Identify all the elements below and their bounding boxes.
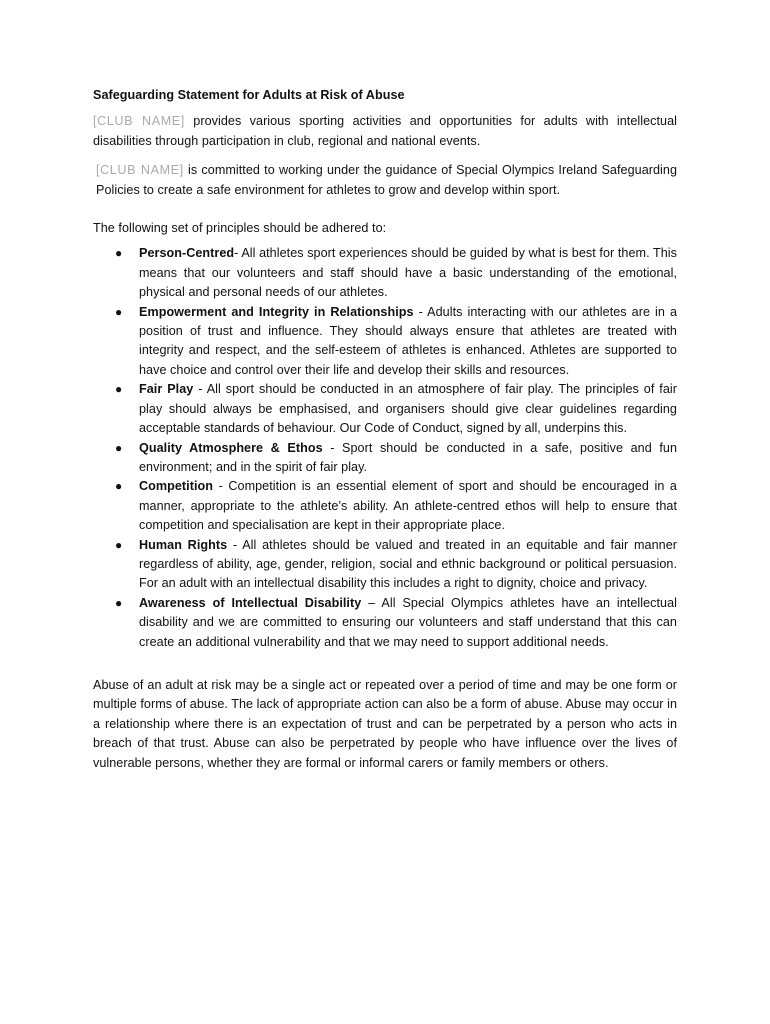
list-item xyxy=(115,303,677,381)
bullet-icon: ● xyxy=(115,595,123,610)
bullet-icon: ● xyxy=(115,440,123,455)
list-item xyxy=(115,594,678,652)
principle-term: Competition xyxy=(139,479,214,494)
bullet-icon: ● xyxy=(115,382,123,397)
principle-term: Quality Atmosphere & Ethos xyxy=(139,440,323,455)
principles-list xyxy=(93,244,677,652)
principle-text: - All athletes should be valued and treated in an equitable and fair manner regardless of ability, age, gender, religion, social and ethnic background or political persuasion. For an adult with an intellectual disability this includes a right to dignity, choice and privacy. xyxy=(139,537,677,591)
bullet-icon: ● xyxy=(115,246,123,261)
intro-paragraph xyxy=(93,112,677,151)
principle-term: Person-Centred xyxy=(139,246,235,261)
document-title: Safeguarding Statement for Adults at Risk of Abuse xyxy=(93,88,405,102)
list-item xyxy=(115,439,677,478)
list-item xyxy=(115,244,677,302)
club-name-placeholder: [CLUB NAME] xyxy=(93,114,185,129)
principle-term: Fair Play xyxy=(139,382,194,397)
principle-text: - All sport should be conducted in an atmosphere of fair play. The principles of fair play should always be emphasised, and organisers should give clear guidelines regarding acceptable standards of behaviour. Our Code of Conduct, signed by all, underpins this. xyxy=(139,382,677,436)
club-name-placeholder: [CLUB NAME] xyxy=(96,163,184,178)
list-item xyxy=(115,536,677,594)
commitment-paragraph xyxy=(93,161,677,200)
bullet-icon: ● xyxy=(115,537,123,552)
principle-term: Human Rights xyxy=(139,537,228,552)
principle-text: - All athletes sport experiences should be guided by what is best for them. This means that our volunteers and staff should have a basic understanding of the emotional, physical and personal needs of our athletes. xyxy=(139,246,677,300)
bullet-icon: ● xyxy=(115,479,123,494)
bullet-icon: ● xyxy=(115,304,123,319)
list-item xyxy=(115,477,677,535)
principle-term: Empowerment and Integrity in Relationships xyxy=(139,304,414,319)
principle-text: - Competition is an essential element of sport and should be encouraged in a manner, appropriate to the athlete’s ability. An athlete-centred ethos will help to ensure that competition and specialisation are kept in their appropriate place. xyxy=(139,479,677,533)
document-page xyxy=(93,86,677,773)
commitment-paragraph-text: is committed to working under the guidance of Special Olympics Ireland Safeguarding Policies to create a safe environment for athletes to grow and develop within sport. xyxy=(96,163,678,197)
principles-intro: The following set of principles should be adhered to: xyxy=(93,221,387,236)
abuse-definition-paragraph: Abuse of an adult at risk may be a single act or repeated over a period of time and may be one form or multiple forms of abuse. The lack of appropriate action can also be a form of abuse. Abuse may occur in a relationship where there is an expectation of trust and can be perpetrated by a person who acts in breach of that trust. Abuse can also be perpetrated by people who have influence over the lives of vulnerable persons, whether they are formal or informal carers or family members or others. xyxy=(93,677,677,770)
principle-term: Awareness of Intellectual Disability xyxy=(139,595,362,610)
list-item xyxy=(115,380,677,438)
principle-text: – All Special Olympics athletes have an intellectual disability and we are committed to ensuring our volunteers and staff understand that this can create an additional vulnerability and that we may need to support additional needs. xyxy=(139,595,678,649)
intro-paragraph-text: provides various sporting activities and opportunities for adults with intellectual disabilities through participation in club, regional and national events. xyxy=(93,114,677,148)
principle-text: - Sport should be conducted in a safe, positive and fun environment; and in the spirit of fair play. xyxy=(139,440,677,474)
principle-text: - Adults interacting with our athletes are in a position of trust and influence. They should always ensure that athletes are treated with integrity and respect, and the self-esteem of athletes is enhanced. Athletes are supported to have choice and control over their life and develop their skills and resources. xyxy=(139,304,677,377)
